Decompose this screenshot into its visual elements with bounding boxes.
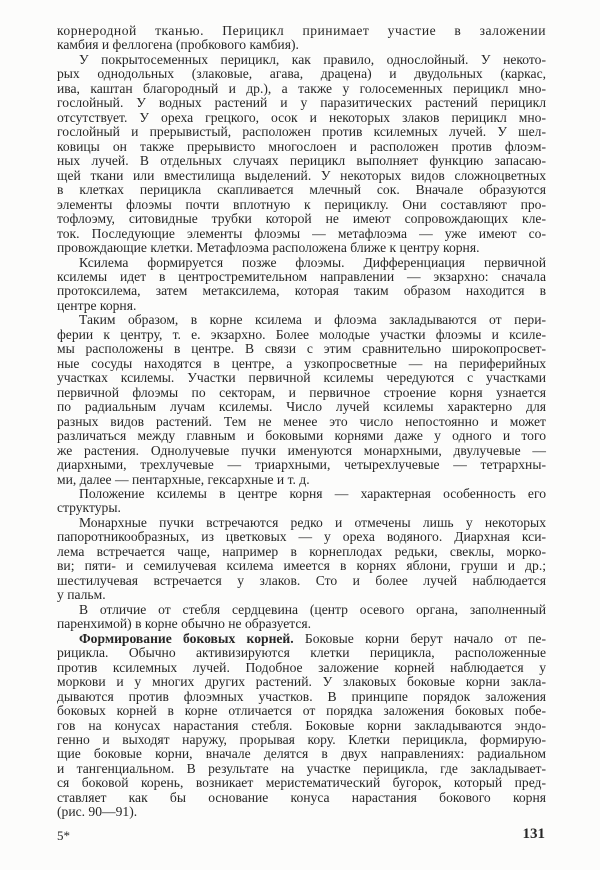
section-paragraph	[57, 632, 546, 820]
text-line: диархными, трехлучевые — триархными, четырехлучевые — тетрархны-	[57, 457, 546, 473]
text-line: гослойный и прерывистый, расположен против ксилемных лучей. У шел-	[57, 124, 546, 140]
text-line: гов на конусах нарастания стебля. Боковые корни закладываются эндо-	[57, 717, 546, 733]
text-line: ток. Последующие элементы флоэмы — метафлоэма — уже имеют со-	[57, 225, 546, 241]
text-line: по радиальным лучам ксилемы. Число лучей ксилемы характерно для	[57, 399, 546, 415]
text-line: паренхимой) в корне обычно не образуется.	[57, 616, 312, 632]
paragraph	[57, 313, 546, 487]
text-line: же растения. Однолучевые пучки именуются монархными, двулучевые —	[57, 442, 546, 458]
paragraph	[57, 256, 546, 314]
text-line: гослойный. У водных растений и у паразитических растений перицикл	[57, 95, 546, 111]
text-line: центре корня.	[57, 297, 137, 313]
paragraph	[57, 53, 546, 256]
section-heading: Формирование боковых корней.	[79, 630, 294, 646]
text-line: тофлоэму, ситовидные трубки которой не имеют сопровождающих кле-	[57, 211, 546, 227]
text-line	[57, 632, 546, 646]
text-line: разных видов растений. Тем не менее это число непостоянно и может	[57, 413, 546, 429]
text-line: генно и выходят наружу, прорывая кору. Клетки перицикла, формирую-	[57, 731, 546, 747]
text-line: первичной флоэмы по секторам, и первичное строение корня узнается	[57, 384, 546, 400]
text-line: ся боковой корень, возникает меристематический бугорок, который пред-	[57, 775, 546, 791]
text-line: структуры.	[57, 500, 121, 516]
text-line: ксилемы идет в центростремительном направлении — экзархно: сначала	[57, 268, 546, 284]
text-line: У покрытосеменных перицикл, как правило, однослойный. У некото-	[79, 51, 546, 67]
text-line: щие боковые корни, вначале делятся в двух направлениях: радиальном	[57, 746, 546, 762]
text-line: провождающие клетки. Метафлоэма расположена ближе к центру корня.	[57, 240, 480, 256]
text-run: Боковые корни берут начало от пе-	[293, 630, 546, 646]
text-line: корнеродной тканью. Перицикл принимает участие в заложении	[57, 23, 546, 38]
text-line: ковицы он также прерывисто многослоен и расположен против флоэм-	[57, 138, 546, 154]
text-line: элементы флоэмы почти вплотную к перициклу. Они составляют про-	[57, 196, 546, 212]
text-line: дываются против флоэмных участков. В принципе порядок заложения	[57, 688, 546, 704]
text-line: ви; пяти- и семилучевая ксилема имеется в корнях яблони, груши и др.;	[57, 558, 546, 574]
text-line: различаться между главным и боковыми корнями даже у одного и того	[57, 428, 546, 444]
text-line: ива, каштан благородный и др.), а также у голосеменных перицикл мно-	[57, 80, 546, 96]
text-line: лема встречается чаще, например в корнеплодах редьки, свеклы, морко-	[57, 543, 546, 559]
text-line: боковых корней в корне отличается от порядка заложения боковых побе-	[57, 703, 546, 719]
text-line: Монархные пучки встречаются редко и отмечены лишь у некоторых	[79, 514, 546, 530]
text-line: (рис. 90—91).	[57, 804, 138, 820]
text-line: рицикла. Обычно активизируются клетки перицикла, расположенные	[57, 645, 546, 661]
text-line: ставляет как бы основание конуса нарастания бокового корня	[57, 789, 546, 805]
text-line: в клетках перицикла скапливается млечный сок. Вначале образуются	[57, 182, 546, 198]
paragraph	[57, 603, 546, 632]
text-line: камбия и феллогена (пробкового камбия).	[57, 37, 299, 53]
text-line: моркови и у многих других растений. У злаковых боковые корни закла-	[57, 674, 546, 690]
body-text	[57, 24, 546, 820]
text-line: и тангенциальном. В результате на участке перицикла, где закладывает-	[57, 760, 546, 776]
text-line: Положение ксилемы в центре корня — характерная особенность его	[79, 486, 546, 501]
text-line: отсутствует. У ореха грецкого, осок и некоторых злаков перицикл мно-	[57, 109, 546, 125]
text-line: против ксилемных лучей. Подобное заложение корней наблюдается у	[57, 659, 546, 675]
text-line: ми, далее — пентархные, гексархные и т. д.	[57, 471, 310, 487]
text-line: у пальм.	[57, 587, 106, 603]
text-line: папоротникообразных, из цветковых — у ореха водяного. Диархная кси-	[57, 529, 546, 545]
signature-mark: 5*	[57, 828, 70, 843]
text-line: В отличие от стебля сердцевина (центр осевого органа, заполненный	[79, 601, 546, 617]
text-line: мы расположены в центре. В связи с этим сравнительно широкопросвет-	[57, 341, 546, 357]
text-line: Таким образом, в корне ксилема и флоэма закладываются от пери-	[79, 312, 546, 328]
paragraph	[57, 487, 546, 516]
page-number: 131	[522, 826, 545, 842]
paragraph	[57, 516, 546, 603]
text-line: щей ткани или вместилища выделений. У некоторых видов сложноцветных	[57, 167, 546, 183]
text-line: ферии к центру, т. е. экзархно. Более молодые участки флоэмы и ксиле-	[57, 326, 546, 342]
text-line: ных лучей. В отдельных случаях перицикл выполняет функцию запасаю-	[57, 153, 546, 169]
paragraph	[57, 24, 546, 53]
text-line: Ксилема формируется позже флоэмы. Дифференциация первичной	[79, 254, 546, 270]
text-line: шестилучевая встречается у злаков. Сто и более лучей наблюдается	[57, 572, 546, 588]
text-line: протоксилема, затем метаксилема, которая таким образом находится в	[57, 283, 546, 299]
text-line: рых однодольных (злаковые, агава, драцена) и двудольных (каркас,	[57, 66, 546, 82]
text-line: ные сосуды находятся в центре, а узкопросветные — на периферийных	[57, 355, 546, 371]
text-line: участках ксилемы. Участки первичной ксилемы чередуются с участками	[57, 370, 546, 386]
